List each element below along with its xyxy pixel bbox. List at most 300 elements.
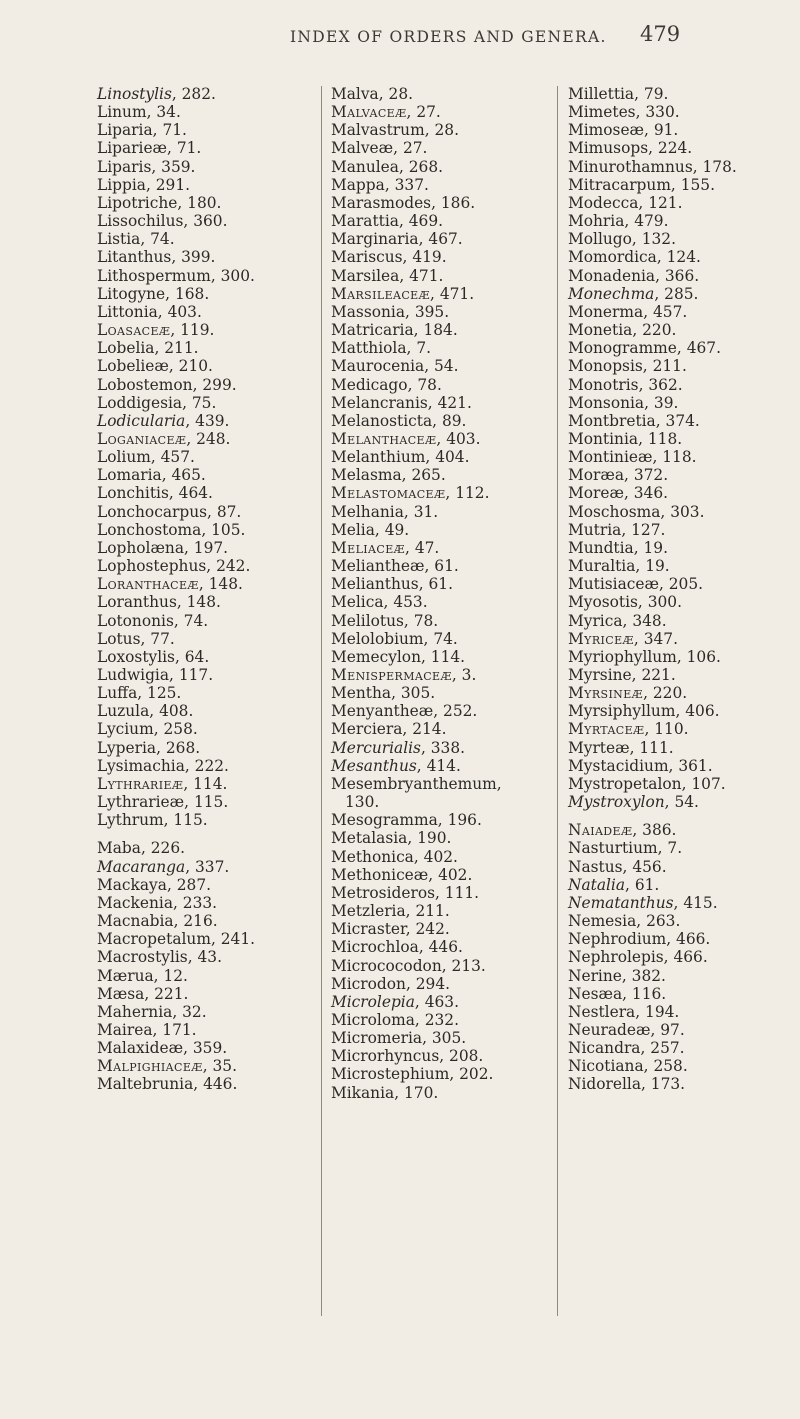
- entry-name: Neuradeæ: [568, 1020, 651, 1039]
- entry-page-ref: 348.: [632, 611, 667, 630]
- entry-name: Mackaya: [97, 875, 167, 894]
- index-entry: Macnabia, 216.: [97, 912, 218, 931]
- index-entry: Matthiola, 7.: [331, 339, 431, 358]
- entry-page-ref: 330.: [645, 103, 680, 122]
- index-entry: Menyantheæ, 252.: [331, 702, 478, 721]
- entry-name: Micromeria: [331, 1029, 423, 1048]
- entry-page-ref: 242.: [216, 557, 251, 576]
- entry-name: Ludwigia: [97, 666, 170, 684]
- index-entry: Monetia, 220.: [568, 321, 677, 340]
- entry-page-ref: 446.: [428, 938, 463, 957]
- index-column-right: [568, 85, 800, 1094]
- entry-name: Mesogramma: [331, 811, 438, 830]
- entry-page-ref: 213.: [451, 956, 486, 975]
- entry-page-ref: 186.: [440, 193, 476, 212]
- entry-name: Microstephium: [331, 1065, 450, 1084]
- index-entry: Neuradeæ, 97.: [568, 1020, 685, 1039]
- index-entry: Lodicularia, 439.: [97, 411, 230, 430]
- entry-name: Medicago: [331, 375, 408, 394]
- entry-name: Metzleria: [331, 902, 406, 921]
- entry-name: Lythrarieæ: [97, 774, 184, 793]
- entry-page-ref: 61.: [428, 575, 453, 594]
- entry-name: Matricaria: [331, 321, 414, 340]
- entry-page-ref: 399.: [181, 248, 216, 267]
- index-entry: Mikania, 170.: [331, 1083, 439, 1102]
- index-entry: Meliaceæ, 47.: [331, 538, 440, 557]
- index-entry: Nematanthus, 415.: [568, 893, 718, 912]
- entry-name: Lonchitis: [97, 484, 169, 503]
- entry-name: Mystroxylon: [568, 793, 665, 812]
- index-entry: Lythrarieæ, 115.: [97, 793, 229, 812]
- index-entry: Mærua, 12.: [97, 966, 188, 985]
- entry-name: Listia: [97, 230, 141, 249]
- index-entry: Myrteæ, 111.: [568, 738, 674, 757]
- entry-page-ref: 252.: [443, 702, 478, 721]
- entry-page-ref: 338.: [430, 738, 466, 757]
- entry-page-ref: 211.: [652, 357, 687, 376]
- index-entry: Linostylis, 282.: [97, 85, 216, 103]
- entry-name: Momordica: [568, 248, 657, 267]
- entry-page-ref: 121.: [648, 193, 683, 212]
- entry-name: Methonica: [331, 847, 414, 866]
- index-entry: Melolobium, 74.: [331, 629, 458, 648]
- index-entry: Natalia, 61.: [568, 875, 660, 894]
- entry-page-ref: 75.: [191, 393, 217, 412]
- entry-page-ref: 457.: [652, 302, 688, 321]
- entry-page-ref: 265.: [411, 466, 446, 485]
- entry-page-ref: 117.: [178, 666, 214, 684]
- entry-page-ref: 190.: [417, 829, 452, 848]
- index-entry: Myosotis, 300.: [568, 593, 682, 612]
- entry-page-ref: 184.: [423, 321, 458, 340]
- entry-name: Monerma: [568, 302, 644, 321]
- entry-page-ref: 414.: [426, 756, 461, 775]
- entry-name: Melilotus: [331, 611, 404, 630]
- index-entry: Monopsis, 211.: [568, 357, 687, 376]
- index-entry: Monadenia, 366.: [568, 266, 700, 285]
- entry-name: Melia: [331, 520, 375, 539]
- entry-page-ref: 421.: [437, 393, 472, 412]
- index-entry: Mairea, 171.: [97, 1020, 197, 1039]
- index-entry: Lipotriche, 180.: [97, 193, 222, 212]
- index-entry: Mesanthus, 414.: [331, 756, 461, 775]
- entry-page-ref: 466.: [673, 948, 708, 967]
- index-entry: Malaxideæ, 359.: [97, 1039, 228, 1058]
- entry-name: Montinieæ: [568, 448, 653, 467]
- index-entry: Myrsineæ, 220.: [568, 684, 688, 703]
- index-entry: Micrococodon, 213.: [331, 956, 486, 975]
- entry-page-ref: 464.: [178, 484, 213, 503]
- entry-name: Litanthus: [97, 248, 172, 267]
- index-entry: Macrostylis, 43.: [97, 948, 222, 967]
- entry-page-ref: 469.: [408, 212, 444, 231]
- index-entry: Myriceæ, 347.: [568, 629, 678, 648]
- entry-name: Melolobium: [331, 629, 424, 648]
- entry-name: Lycium: [97, 720, 154, 739]
- entry-page-ref: 71.: [162, 121, 187, 140]
- entry-name: Malva: [331, 85, 379, 103]
- entry-name: Nicotiana: [568, 1057, 644, 1076]
- index-entry: Microloma, 232.: [331, 1010, 459, 1029]
- entry-name: Modecca: [568, 193, 639, 212]
- entry-name: Malveæ: [331, 139, 394, 158]
- entry-name: Nestlera: [568, 1002, 636, 1021]
- entry-page-ref: 404.: [435, 448, 470, 467]
- entry-page-ref: 196.: [447, 811, 482, 830]
- entry-name: Nerine: [568, 966, 622, 985]
- entry-name: Lomaria: [97, 466, 162, 485]
- index-entry: Nestlera, 194.: [568, 1002, 680, 1021]
- index-entry: Loddigesia, 75.: [97, 393, 217, 412]
- entry-name: Menyantheæ: [331, 702, 434, 721]
- index-entry: Mimusops, 224.: [568, 139, 693, 158]
- entry-page-ref: 119.: [180, 321, 215, 340]
- index-entry: Mahernia, 32.: [97, 1002, 207, 1021]
- index-entry: Nephrodium, 466.: [568, 930, 711, 949]
- index-entry: Mutria, 127.: [568, 520, 666, 539]
- entry-name: Nemesia: [568, 912, 637, 931]
- entry-page-ref: 294.: [415, 974, 451, 993]
- entry-page-ref: 361.: [678, 756, 713, 775]
- entry-name: Marsileaceæ: [331, 284, 431, 303]
- entry-page-ref: 61.: [434, 557, 459, 576]
- index-entry: Littonia, 403.: [97, 302, 202, 321]
- entry-page-ref: 61.: [634, 875, 660, 894]
- entry-page-ref: 241.: [220, 930, 256, 949]
- entry-name: Liparia: [97, 121, 153, 140]
- entry-page-ref: 415.: [683, 893, 718, 912]
- entry-name: Melhania: [331, 502, 404, 521]
- page-header-title: INDEX OF ORDERS AND GENERA.: [290, 28, 607, 46]
- entry-name: Nematanthus: [568, 893, 674, 912]
- entry-page-ref: 19.: [643, 538, 668, 557]
- index-entry: Melilotus, 78.: [331, 611, 439, 630]
- index-entry: Lobelia, 211.: [97, 339, 199, 358]
- entry-name: Meliaceæ: [331, 538, 406, 557]
- index-entry: Nidorella, 173.: [568, 1075, 686, 1094]
- entry-name: Microlepia: [331, 992, 415, 1011]
- entry-page-ref: 118.: [647, 429, 683, 448]
- index-entry: Minurothamnus, 178.: [568, 157, 737, 176]
- entry-name: Minurothamnus: [568, 157, 693, 176]
- index-entry: Mitracarpum, 155.: [568, 175, 715, 194]
- index-entry: Nemesia, 263.: [568, 912, 681, 931]
- entry-page-ref: 106.: [686, 647, 721, 666]
- entry-page-ref: 403.: [167, 302, 202, 321]
- entry-name: Mesembryanthemum,: [331, 774, 502, 793]
- entry-name: Myriophyllum: [568, 647, 677, 666]
- index-entry: Lobelieæ, 210.: [97, 357, 213, 376]
- entry-page-ref: 466.: [676, 930, 711, 949]
- entry-name: Microloma: [331, 1010, 415, 1029]
- entry-page-ref: 303.: [670, 502, 705, 521]
- index-entry: Melastomaceæ, 112.: [331, 484, 490, 503]
- index-entry: Malvaceæ, 27.: [331, 103, 441, 122]
- entry-name: Mimusops: [568, 139, 649, 158]
- entry-page-ref: 112.: [455, 484, 490, 503]
- entry-page-ref: 116.: [631, 984, 667, 1003]
- index-entry: Nicotiana, 258.: [568, 1057, 688, 1076]
- entry-name: Mæsa: [97, 984, 145, 1003]
- entry-name: Loganiaceæ: [97, 429, 187, 448]
- index-entry: Microchloa, 446.: [331, 938, 463, 957]
- entry-name: Lysimachia: [97, 756, 185, 775]
- entry-name: Macrostylis: [97, 948, 188, 967]
- index-entry: Lippia, 291.: [97, 175, 191, 194]
- entry-page-ref: 211.: [415, 902, 450, 921]
- entry-page-ref: 224.: [657, 139, 693, 158]
- index-entry: Loasaceæ, 119.: [97, 321, 215, 340]
- index-entry: Mystroxylon, 54.: [568, 793, 699, 812]
- entry-page-ref: 419.: [412, 248, 447, 267]
- entry-name: Lotononis: [97, 611, 174, 630]
- entry-page-ref: 78.: [417, 375, 442, 394]
- entry-page-ref: 28.: [388, 85, 414, 103]
- entry-page-ref: 216.: [183, 912, 218, 931]
- running-head: [0, 22, 800, 62]
- index-entry: Montbretia, 374.: [568, 411, 700, 430]
- index-entry: Montinieæ, 118.: [568, 448, 697, 467]
- entry-name: Melica: [331, 593, 384, 612]
- index-column-left: [97, 85, 337, 1094]
- entry-name: Monopsis: [568, 357, 643, 376]
- entry-name: Micrococodon: [331, 956, 442, 975]
- index-entry: Melica, 453.: [331, 593, 428, 612]
- index-entry: Methoniceæ, 402.: [331, 865, 473, 884]
- index-entry: Methonica, 402.: [331, 847, 458, 866]
- entry-name: Macropetalum: [97, 930, 211, 949]
- index-entry: Litanthus, 399.: [97, 248, 216, 267]
- index-entry: Melia, 49.: [331, 520, 410, 539]
- entry-page-ref: 107.: [691, 774, 726, 793]
- entry-page-ref: 268.: [408, 157, 444, 176]
- entry-page-ref: 210.: [178, 357, 213, 376]
- entry-name: Lopholæna: [97, 538, 184, 557]
- entry-name: Lophostephus: [97, 557, 207, 576]
- index-entry: Mimoseæ, 91.: [568, 121, 679, 140]
- entry-page-ref: 31.: [413, 502, 439, 521]
- entry-name: 130.: [345, 793, 380, 812]
- index-entry: Nastus, 456.: [568, 857, 667, 876]
- entry-name: Lythrum: [97, 811, 164, 830]
- entry-page-ref: 178.: [702, 157, 737, 176]
- index-entry: Microdon, 294.: [331, 974, 451, 993]
- index-entry: Malvastrum, 28.: [331, 121, 459, 140]
- entry-name: Montinia: [568, 429, 639, 448]
- index-entry: Muraltia, 19.: [568, 557, 670, 576]
- entry-page-ref: 221.: [641, 666, 676, 684]
- entry-page-ref: 471.: [409, 266, 444, 285]
- index-entry: Melianthus, 61.: [331, 575, 453, 594]
- entry-page-ref: 248.: [196, 429, 231, 448]
- entry-name: Marsilea: [331, 266, 400, 285]
- entry-page-ref: 305.: [400, 684, 436, 703]
- index-entry: Maba, 226.: [97, 839, 186, 858]
- entry-page-ref: 54.: [434, 357, 459, 376]
- entry-name: Nephrolepis: [568, 948, 664, 967]
- entry-page-ref: 402.: [438, 865, 473, 884]
- entry-name: Lolium: [97, 448, 151, 467]
- entry-name: Naiadeæ: [568, 821, 633, 840]
- index-entry: Lythrarieæ, 114.: [97, 774, 228, 793]
- entry-name: Liparieæ: [97, 139, 168, 158]
- index-entry: Monechma, 285.: [568, 284, 699, 303]
- entry-page-ref: 19.: [645, 557, 670, 576]
- entry-page-ref: 47.: [414, 538, 440, 557]
- entry-name: Malpighiaceæ: [97, 1057, 203, 1076]
- index-entry: Luffa, 125.: [97, 684, 182, 703]
- index-entry: Ludwigia, 117.: [97, 666, 214, 684]
- entry-name: Lissochilus: [97, 212, 184, 231]
- entry-page-ref: 194.: [645, 1002, 680, 1021]
- entry-page-ref: 32.: [182, 1002, 207, 1021]
- index-entry: Melasma, 265.: [331, 466, 446, 485]
- entry-page-ref: 285.: [664, 284, 699, 303]
- entry-name: Microrhyncus: [331, 1047, 440, 1066]
- entry-name: Myrsiphyllum: [568, 702, 676, 721]
- index-entry: Massonia, 395.: [331, 302, 450, 321]
- entry-page-ref: 291.: [155, 175, 191, 194]
- entry-page-ref: 171.: [162, 1020, 197, 1039]
- index-entry: Maurocenia, 54.: [331, 357, 459, 376]
- entry-page-ref: 54.: [674, 793, 699, 812]
- entry-page-ref: 39.: [653, 393, 679, 412]
- index-entry: Lonchostoma, 105.: [97, 520, 246, 539]
- entry-page-ref: 222.: [194, 756, 229, 775]
- entry-page-ref: 168.: [174, 284, 210, 303]
- index-entry: Marginaria, 467.: [331, 230, 463, 249]
- entry-page-ref: 74.: [183, 611, 209, 630]
- entry-page-ref: 220.: [652, 684, 688, 703]
- index-entry: Mimetes, 330.: [568, 103, 680, 122]
- index-entry: Lonchitis, 464.: [97, 484, 213, 503]
- entry-name: Mundtia: [568, 538, 634, 557]
- index-entry: Mystropetalon, 107.: [568, 774, 726, 793]
- index-entry: Melanthium, 404.: [331, 448, 470, 467]
- entry-page-ref: 111.: [444, 883, 480, 902]
- entry-name: Malaxideæ: [97, 1039, 184, 1058]
- entry-name: Littonia: [97, 302, 158, 321]
- entry-name: Linostylis: [97, 85, 172, 103]
- entry-name: Malvastrum: [331, 121, 425, 140]
- index-entry: Merciera, 214.: [331, 720, 447, 739]
- entry-name: Nicandra: [568, 1039, 641, 1058]
- entry-name: Melanthaceæ: [331, 429, 437, 448]
- index-entry: Marattia, 469.: [331, 212, 444, 231]
- entry-page-ref: 300.: [220, 266, 255, 285]
- index-entry: Nephrolepis, 466.: [568, 948, 708, 967]
- entry-page-ref: 359.: [161, 157, 196, 176]
- entry-page-ref: 347.: [643, 629, 678, 648]
- entry-page-ref: 110.: [654, 720, 689, 739]
- index-entry: Nasturtium, 7.: [568, 839, 683, 858]
- entry-page-ref: 346.: [633, 484, 669, 503]
- entry-name: Nidorella: [568, 1075, 641, 1094]
- entry-page-ref: 155.: [680, 175, 715, 194]
- entry-name: Marginaria: [331, 230, 419, 249]
- entry-page-ref: 258.: [163, 720, 198, 739]
- index-entry: Mercurialis, 338.: [331, 738, 466, 757]
- index-entry: Metrosideros, 111.: [331, 883, 480, 902]
- entry-name: Marasmodes: [331, 193, 432, 212]
- entry-page-ref: 127.: [631, 520, 666, 539]
- entry-name: Lipotriche: [97, 193, 178, 212]
- index-entry: Lopholæna, 197.: [97, 538, 229, 557]
- index-entry: Metalasia, 190.: [331, 829, 452, 848]
- entry-page-ref: 337.: [394, 175, 429, 194]
- entry-page-ref: 49.: [384, 520, 410, 539]
- entry-page-ref: 105.: [211, 520, 246, 539]
- entry-name: Malvaceæ: [331, 103, 407, 122]
- entry-page-ref: 71.: [176, 139, 202, 158]
- entry-name: Luffa: [97, 684, 138, 703]
- index-entry: Menispermaceæ, 3.: [331, 666, 477, 684]
- entry-name: Micraster: [331, 920, 406, 939]
- entry-name: Loranthus: [97, 593, 177, 612]
- index-entry: Mackenia, 233.: [97, 893, 218, 912]
- index-entry: Myrsine, 221.: [568, 666, 676, 684]
- entry-page-ref: 214.: [412, 720, 447, 739]
- entry-name: Mentha: [331, 684, 392, 703]
- index-entry: Lonchocarpus, 87.: [97, 502, 242, 521]
- entry-name: Litogyne: [97, 284, 166, 303]
- index-entry: Mollugo, 132.: [568, 230, 676, 249]
- entry-page-ref: 257.: [650, 1039, 685, 1058]
- index-entry: Marasmodes, 186.: [331, 193, 476, 212]
- entry-name: Myriceæ: [568, 629, 634, 648]
- entry-name: Mercurialis: [331, 738, 421, 757]
- entry-page-ref: 91.: [653, 121, 679, 140]
- entry-page-ref: 362.: [648, 375, 683, 394]
- entry-name: Lotus: [97, 629, 141, 648]
- index-entry: [331, 775, 571, 793]
- index-column-middle: [331, 85, 571, 1102]
- index-entry: Lyperia, 268.: [97, 738, 201, 757]
- entry-name: Lonchostoma: [97, 520, 202, 539]
- entry-page-ref: 124.: [666, 248, 701, 267]
- index-entry: Manulea, 268.: [331, 157, 444, 176]
- index-entry: Moschosma, 303.: [568, 502, 705, 521]
- entry-page-ref: 467.: [686, 339, 721, 358]
- index-entry: [331, 793, 571, 811]
- entry-page-ref: 337.: [195, 857, 230, 876]
- entry-page-ref: 287.: [176, 875, 212, 894]
- index-entry: Mystacidium, 361.: [568, 756, 713, 775]
- index-entry: Lissochilus, 360.: [97, 212, 228, 231]
- entry-name: Myrica: [568, 611, 623, 630]
- entry-page-ref: 406.: [685, 702, 720, 721]
- entry-page-ref: 374.: [665, 411, 700, 430]
- entry-page-ref: 125.: [147, 684, 182, 703]
- entry-name: Melanosticta: [331, 411, 433, 430]
- entry-name: Mahernia: [97, 1002, 173, 1021]
- entry-name: Moschosma: [568, 502, 661, 521]
- entry-name: Loddigesia: [97, 393, 183, 412]
- index-entry: Liparis, 359.: [97, 157, 196, 176]
- page-number: 479: [640, 22, 681, 46]
- entry-name: Linum: [97, 103, 147, 122]
- entry-name: Mairea: [97, 1020, 153, 1039]
- index-entry: Lophostephus, 242.: [97, 557, 251, 576]
- entry-name: Monsonia: [568, 393, 645, 412]
- entry-name: Microchloa: [331, 938, 419, 957]
- entry-name: Mimetes: [568, 103, 636, 122]
- index-entry: Monerma, 457.: [568, 302, 688, 321]
- entry-page-ref: 258.: [653, 1057, 688, 1076]
- entry-page-ref: 233.: [182, 893, 218, 912]
- entry-name: Metalasia: [331, 829, 408, 848]
- entry-name: Mutisiaceæ: [568, 575, 659, 594]
